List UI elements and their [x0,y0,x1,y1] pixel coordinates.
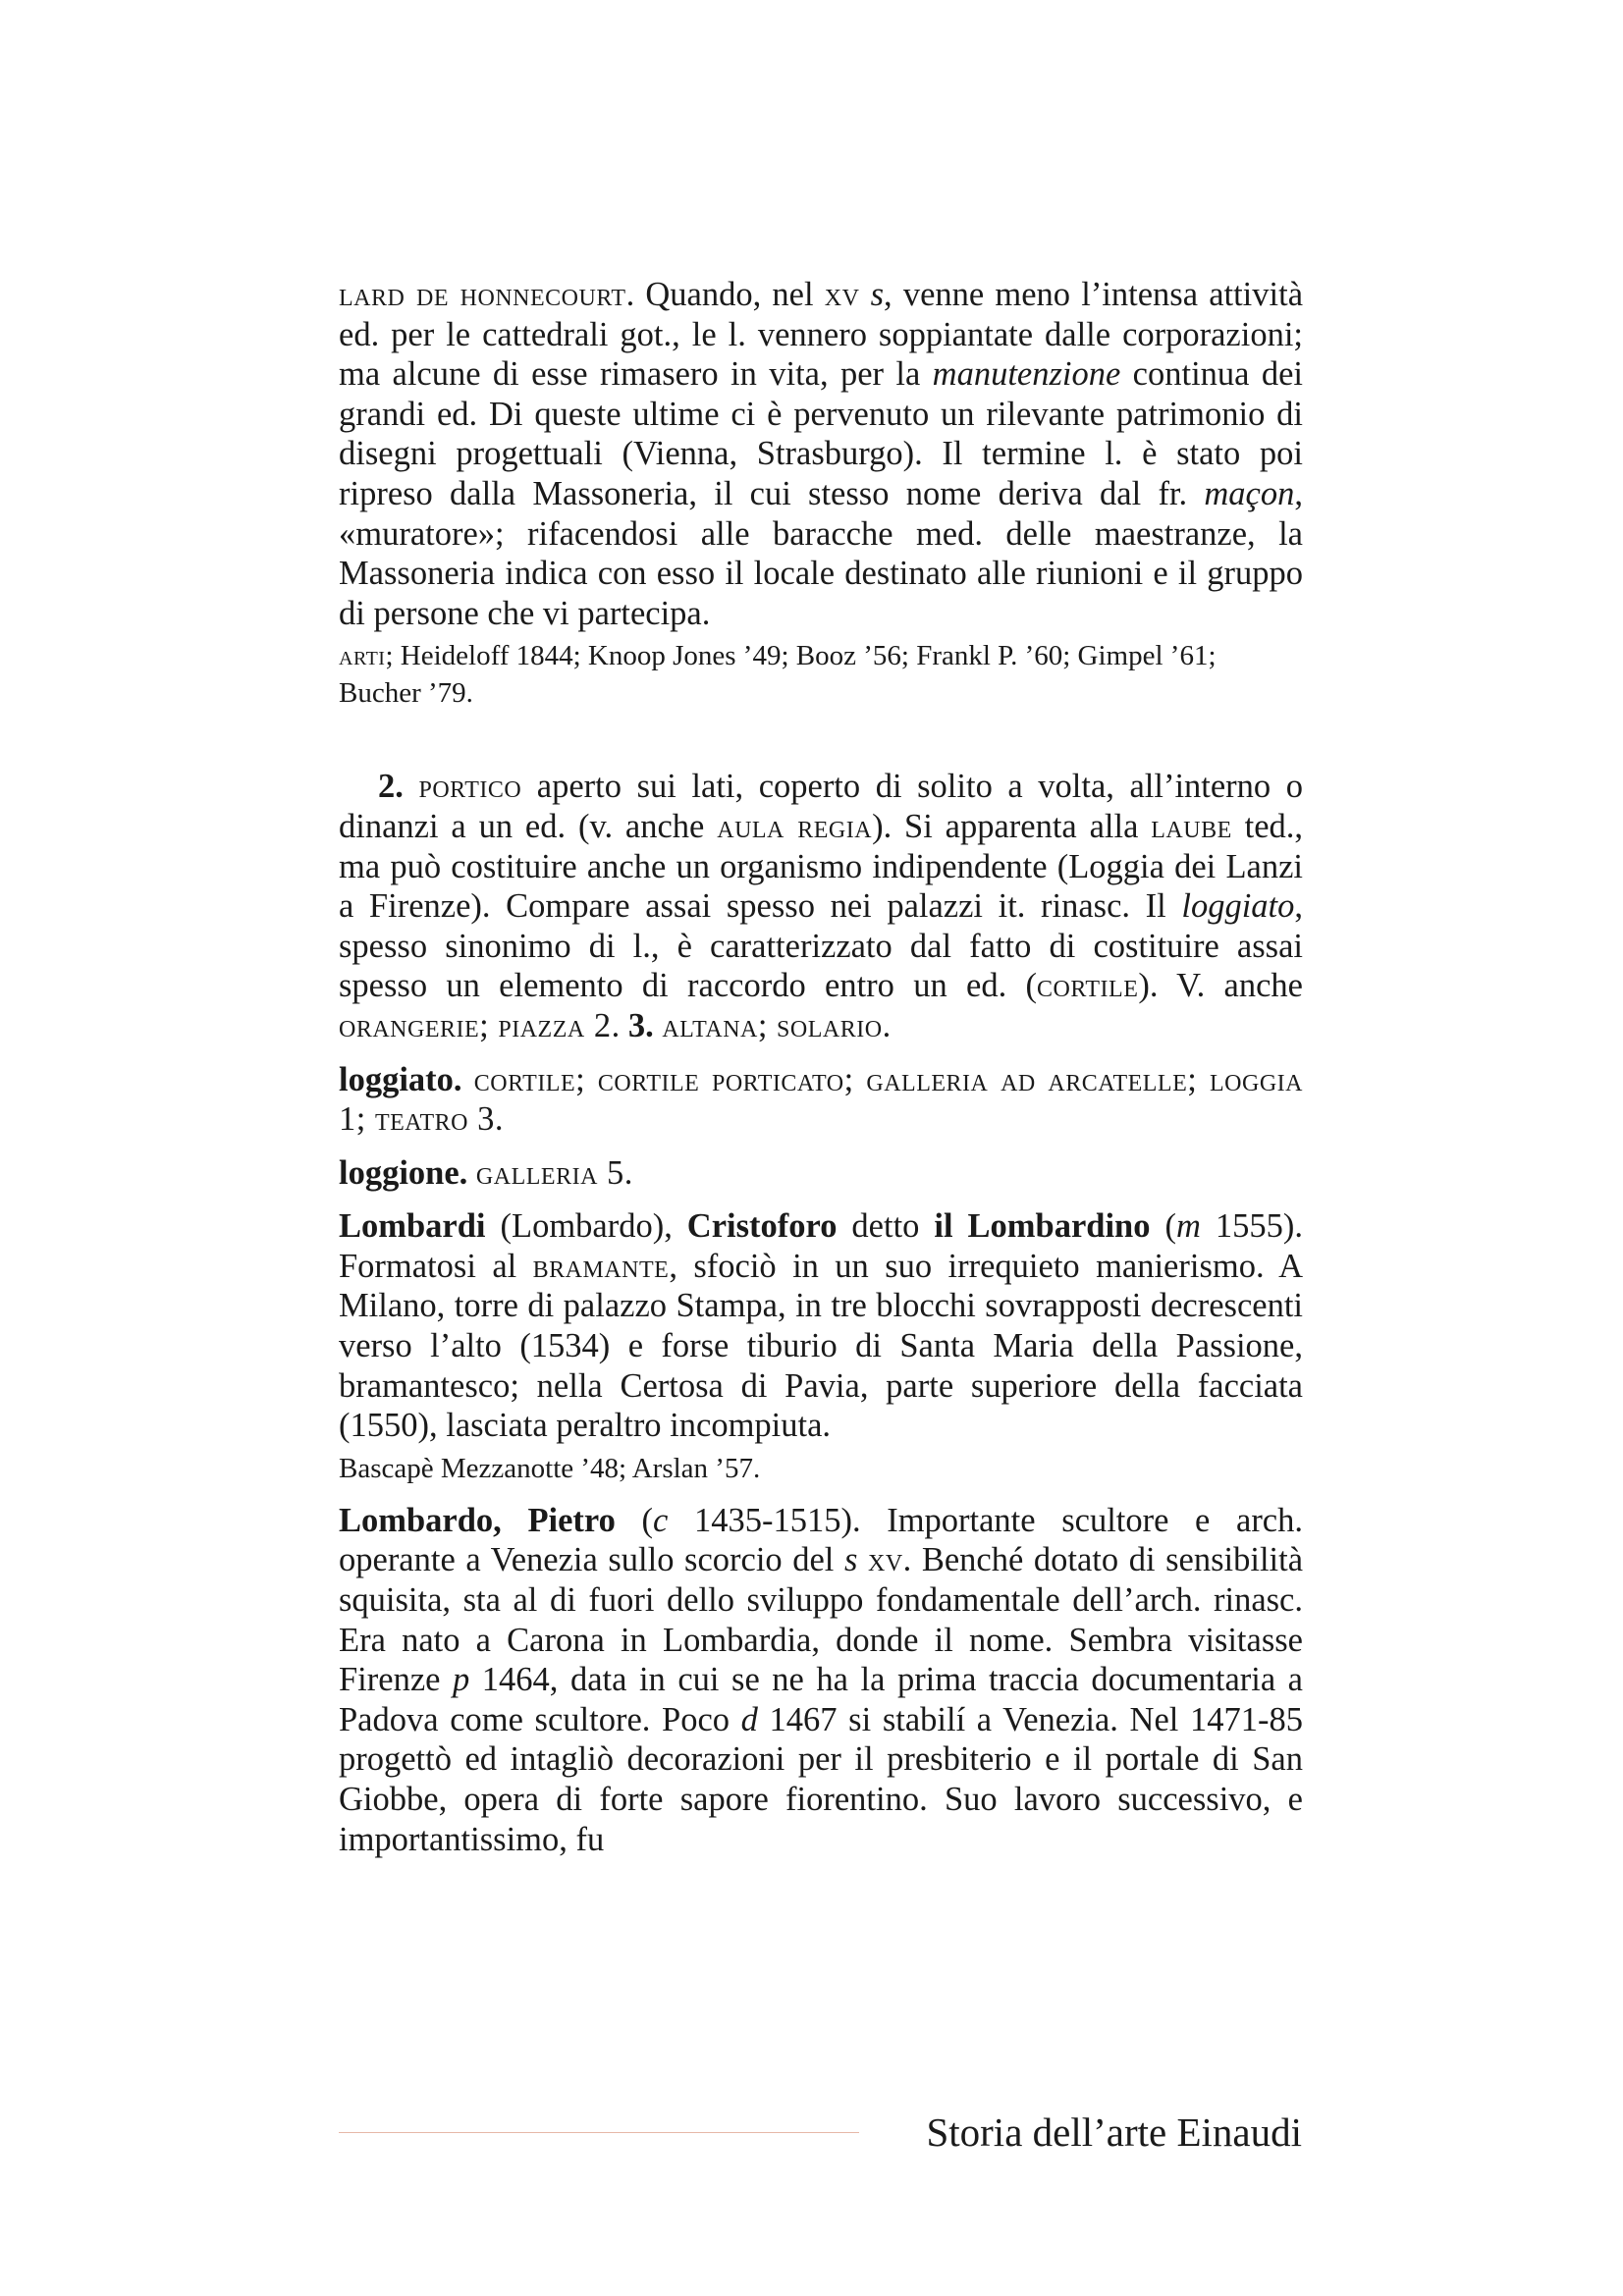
text-run: . [611,1006,628,1044]
century-numeral: xv [824,276,860,313]
italic-term: manutenzione [932,355,1121,394]
text-run: 1467 si stabilí a Venezia. Nel 1471-85 progettò ed intagliò decorazioni per il presbiterio e il portale di San Giobbe, opera di forte sapore fiorentino. Suo lavoro successivo, e importantissimo, fu [339,1700,1303,1858]
sense-number: 2. [378,768,404,806]
abbrev-secolo: s [870,276,885,313]
paragraph-loggia-1-end [339,275,1303,633]
entry-headword: loggiato. [339,1060,462,1098]
text-run: . [623,1153,633,1192]
text-run [857,1541,868,1578]
entry-headword-nickname: il Lombardino [934,1207,1151,1246]
sense-number: 3. [627,1006,654,1044]
text-run: . Benché dotato di sensibilità squisita, sta al di fuori dello sviluppo fondamentale dell’arch. rinasc. Era nato a Carona in Lombardia, donde il nome. Sembra visitasse Firenze [339,1541,1304,1699]
text-run: , sfociò in un suo irrequieto manierismo. A Milano, torre di palazzo Stampa, in tre blocchi sovrapposti decrescenti verso l’alto (1534) e forse tiburio di Santa Maria della Passione, bramantesco; nella Certosa di Pavia, parte superiore della facciata (1550), lasciata peraltro incompiuta. [339,1247,1303,1445]
text-run [462,1061,474,1098]
bibliography-lombardi: Bascapè Mezzanotte ’48; Arslan ’57. [339,1452,761,1484]
text-column [339,275,1303,1859]
abbrev-morto: m [1175,1207,1201,1246]
entry-loggiato [339,1060,1303,1140]
crossref-bramante: bramante [532,1247,670,1285]
text-run: 1464, data in cui se ne ha la prima traccia documentaria a Padova come scultore. Poco [339,1661,1303,1738]
text-run: , «muratore»; rifacendosi alle baracche med. delle maestranze, la Massoneria indica con esso il locale destinato alle riunioni e il gruppo di persone che vi partecipa. [339,474,1303,632]
text-run [859,276,870,313]
entry-lombardo-pietro [339,1501,1303,1859]
bibliography-text: ; Heideloff 1844; Knoop Jones ’49; Booz ’56; Frankl P. ’60; Gimpel ’61; Bucher ’79. [339,640,1217,710]
entry-headword: Lombardo, Pietro [339,1501,616,1539]
text-run: ted., ma può costituire anche un organismo indipendente (Loggia dei Lanzi a Firenze). Compare assai spesso nei palazzi it. rinasc. Il [339,807,1304,926]
text-run: . [882,1006,892,1044]
text-run: . [494,1100,504,1139]
text-run: (Lombardo), [485,1207,687,1246]
paragraph-loggia-2 [339,767,1303,1045]
footer-rule [339,2132,859,2133]
text-run: , spesso sinonimo di l., è caratterizzato dal fatto di costituire assai spesso un elemento di raccordo entro un ed. ( [339,887,1303,1005]
crossref-aula-regia: aula regia [717,807,873,845]
text-run: ). V. anche [1138,967,1303,1005]
text-run: 1435-1515). Importante scultore e arch. operante a Venezia sullo scorcio del [339,1501,1303,1579]
text-run: detto [837,1207,935,1246]
crossref-lard-de-honnecourt: lard de honnecourt [339,276,626,313]
abbrev-dopo: d [740,1700,758,1738]
century-numeral: xv [867,1541,903,1579]
crossref-arti: arti [339,640,386,672]
text-run [467,1154,476,1192]
text-run: continua dei grandi ed. Di queste ultime ci è pervenuto un rilevante patrimonio di disegni progettuali (Vienna, Strasburgo). Il termine l. è stato poi ripreso dalla Massoneria, il cui stesso nome deriva dal fr. [339,355,1303,512]
text-run: , venne meno l’intensa attività ed. per le cattedrali got., le l. vennero soppiantate dalle corporazioni; ma alcune di esse rimasero in vita, per la [339,276,1304,394]
crossref-galleria: galleria 5 [475,1153,624,1192]
bibliography-loggia-1 [339,637,1303,712]
entry-headword: Lombardi [339,1207,486,1246]
crossref-cortile: cortile [1036,967,1139,1005]
entry-lombardi [339,1206,1303,1446]
crossref-altana-solario: altana; solario [662,1006,883,1044]
footer-title: Storia dell’arte Einaudi [926,2109,1302,2155]
entry-headword-name: Cristoforo [686,1207,838,1246]
abbrev-circa: c [653,1501,669,1539]
italic-term: loggiato [1181,887,1295,926]
text-run: ). Si apparenta alla [872,807,1152,845]
text-run: ( [615,1501,653,1539]
abbrev-post: p [453,1661,470,1699]
entry-loggione [339,1153,1303,1194]
text-run: ( [1150,1207,1176,1246]
text-run: 1555). Formatosi al [339,1207,1303,1285]
entry-headword: loggione. [339,1153,468,1192]
crossref-laube: laube [1151,807,1232,845]
crossref-list: cortile; cortile porticato; galleria ad arcatelle; loggia 1; teatro 3 [339,1060,1304,1139]
text-run: . Quando, nel [625,276,825,313]
crossref-orangerie-piazza: orangerie; piazza 2 [339,1006,612,1044]
abbrev-secolo: s [843,1541,858,1579]
italic-term: maçon [1204,474,1295,512]
text-run: aperto sui lati, coperto di solito a volta, all’interno o dinanzi a un ed. (v. anche [339,768,1303,845]
crossref-portico: portico [418,768,522,806]
